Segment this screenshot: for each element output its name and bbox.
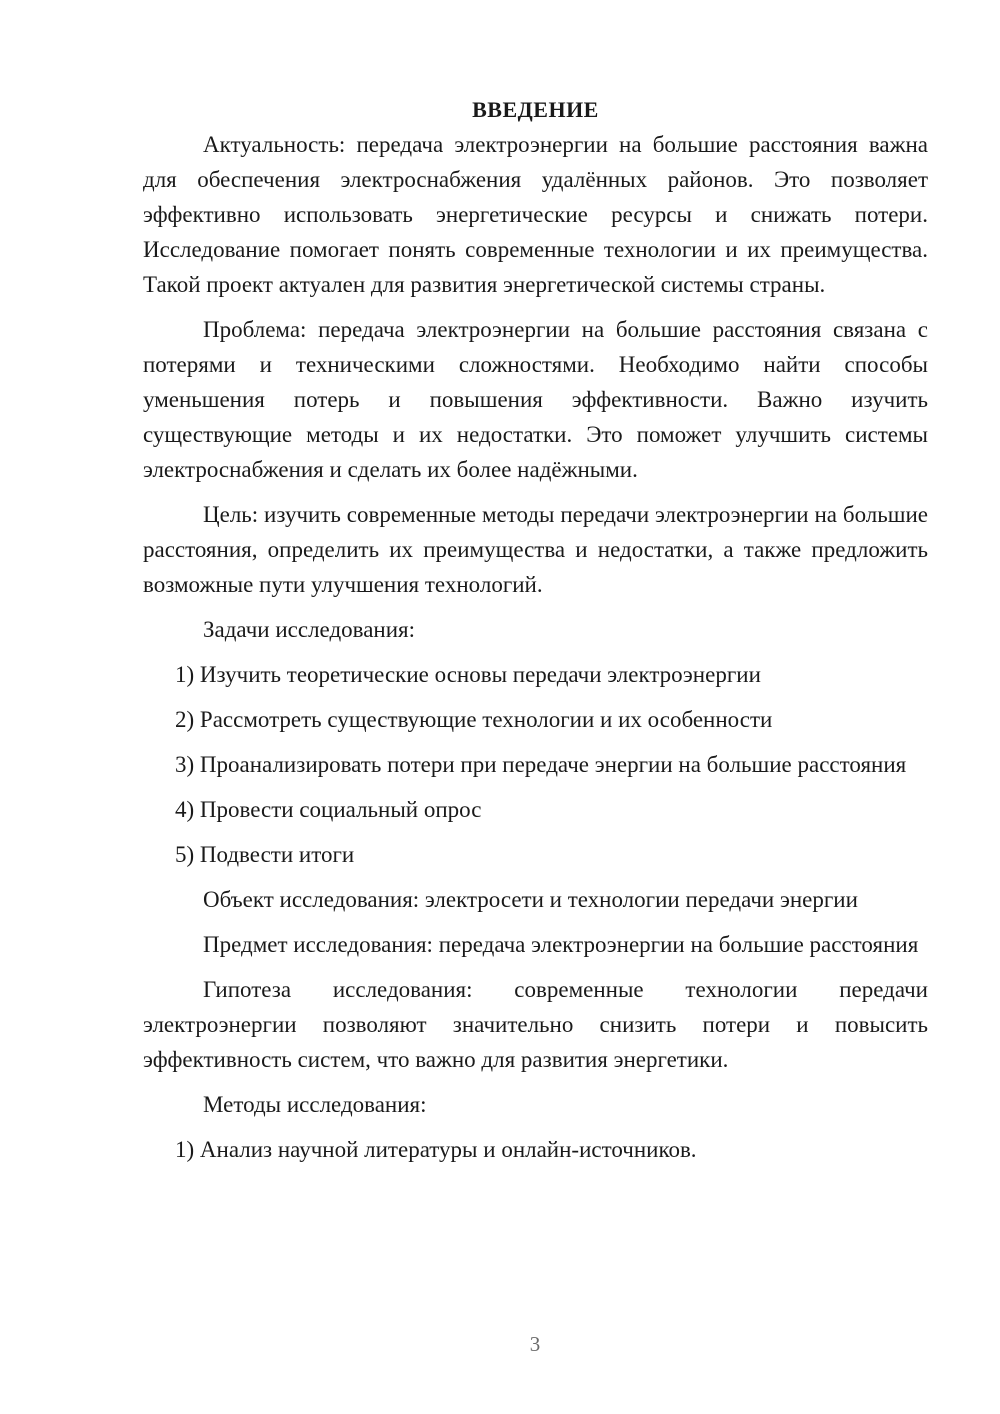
problem-paragraph: Проблема: передача электроэнергии на большие расстояния связана с потерями и техническими сложностями. Необходимо найти способы уменьшения потерь и повышения эффективности. Важно изучить существующие методы и их недостатки. Это поможет улучшить системы электроснабжения и сделать их более надёжными. <box>143 317 928 482</box>
task-item-2: 2) Рассмотреть существующие технологии и их особенности <box>175 707 773 732</box>
hypothesis-paragraph: Гипотеза исследования: современные технологии передачи электроэнергии позволяют значительно снизить потери и повысить эффективность систем, что важно для развития энергетики. <box>143 977 928 1072</box>
page-number: 3 <box>529 1332 541 1356</box>
page-content <box>143 92 928 1177</box>
methods-heading: Методы исследования: <box>203 1092 427 1117</box>
task-item-1: 1) Изучить теоретические основы передачи электроэнергии <box>175 662 761 687</box>
method-item-1: 1) Анализ научной литературы и онлайн-источников. <box>175 1137 697 1162</box>
goal-paragraph: Цель: изучить современные методы передачи электроэнергии на большие расстояния, определить их преимущества и недостатки, а также предложить возможные пути улучшения технологий. <box>143 502 928 597</box>
tasks-heading: Задачи исследования: <box>203 617 416 642</box>
task-item-5: 5) Подвести итоги <box>175 842 355 867</box>
task-item-3: 3) Проанализировать потери при передаче энергии на большие расстояния <box>175 752 907 777</box>
task-item-4: 4) Провести социальный опрос <box>175 797 482 822</box>
relevance-paragraph: Актуальность: передача электроэнергии на большие расстояния важна для обеспечения электроснабжения удалённых районов. Это позволяет эффективно использовать энергетические ресурсы и снижать потери. Исследование помогает понять современные технологии и их преимущества. Такой проект актуален для развития энергетической системы страны. <box>143 132 928 297</box>
object-paragraph: Объект исследования: электросети и технологии передачи энергии <box>203 887 858 912</box>
subject-paragraph: Предмет исследования: передача электроэнергии на большие расстояния <box>203 932 919 957</box>
section-title: ВВЕДЕНИЕ <box>472 97 599 122</box>
